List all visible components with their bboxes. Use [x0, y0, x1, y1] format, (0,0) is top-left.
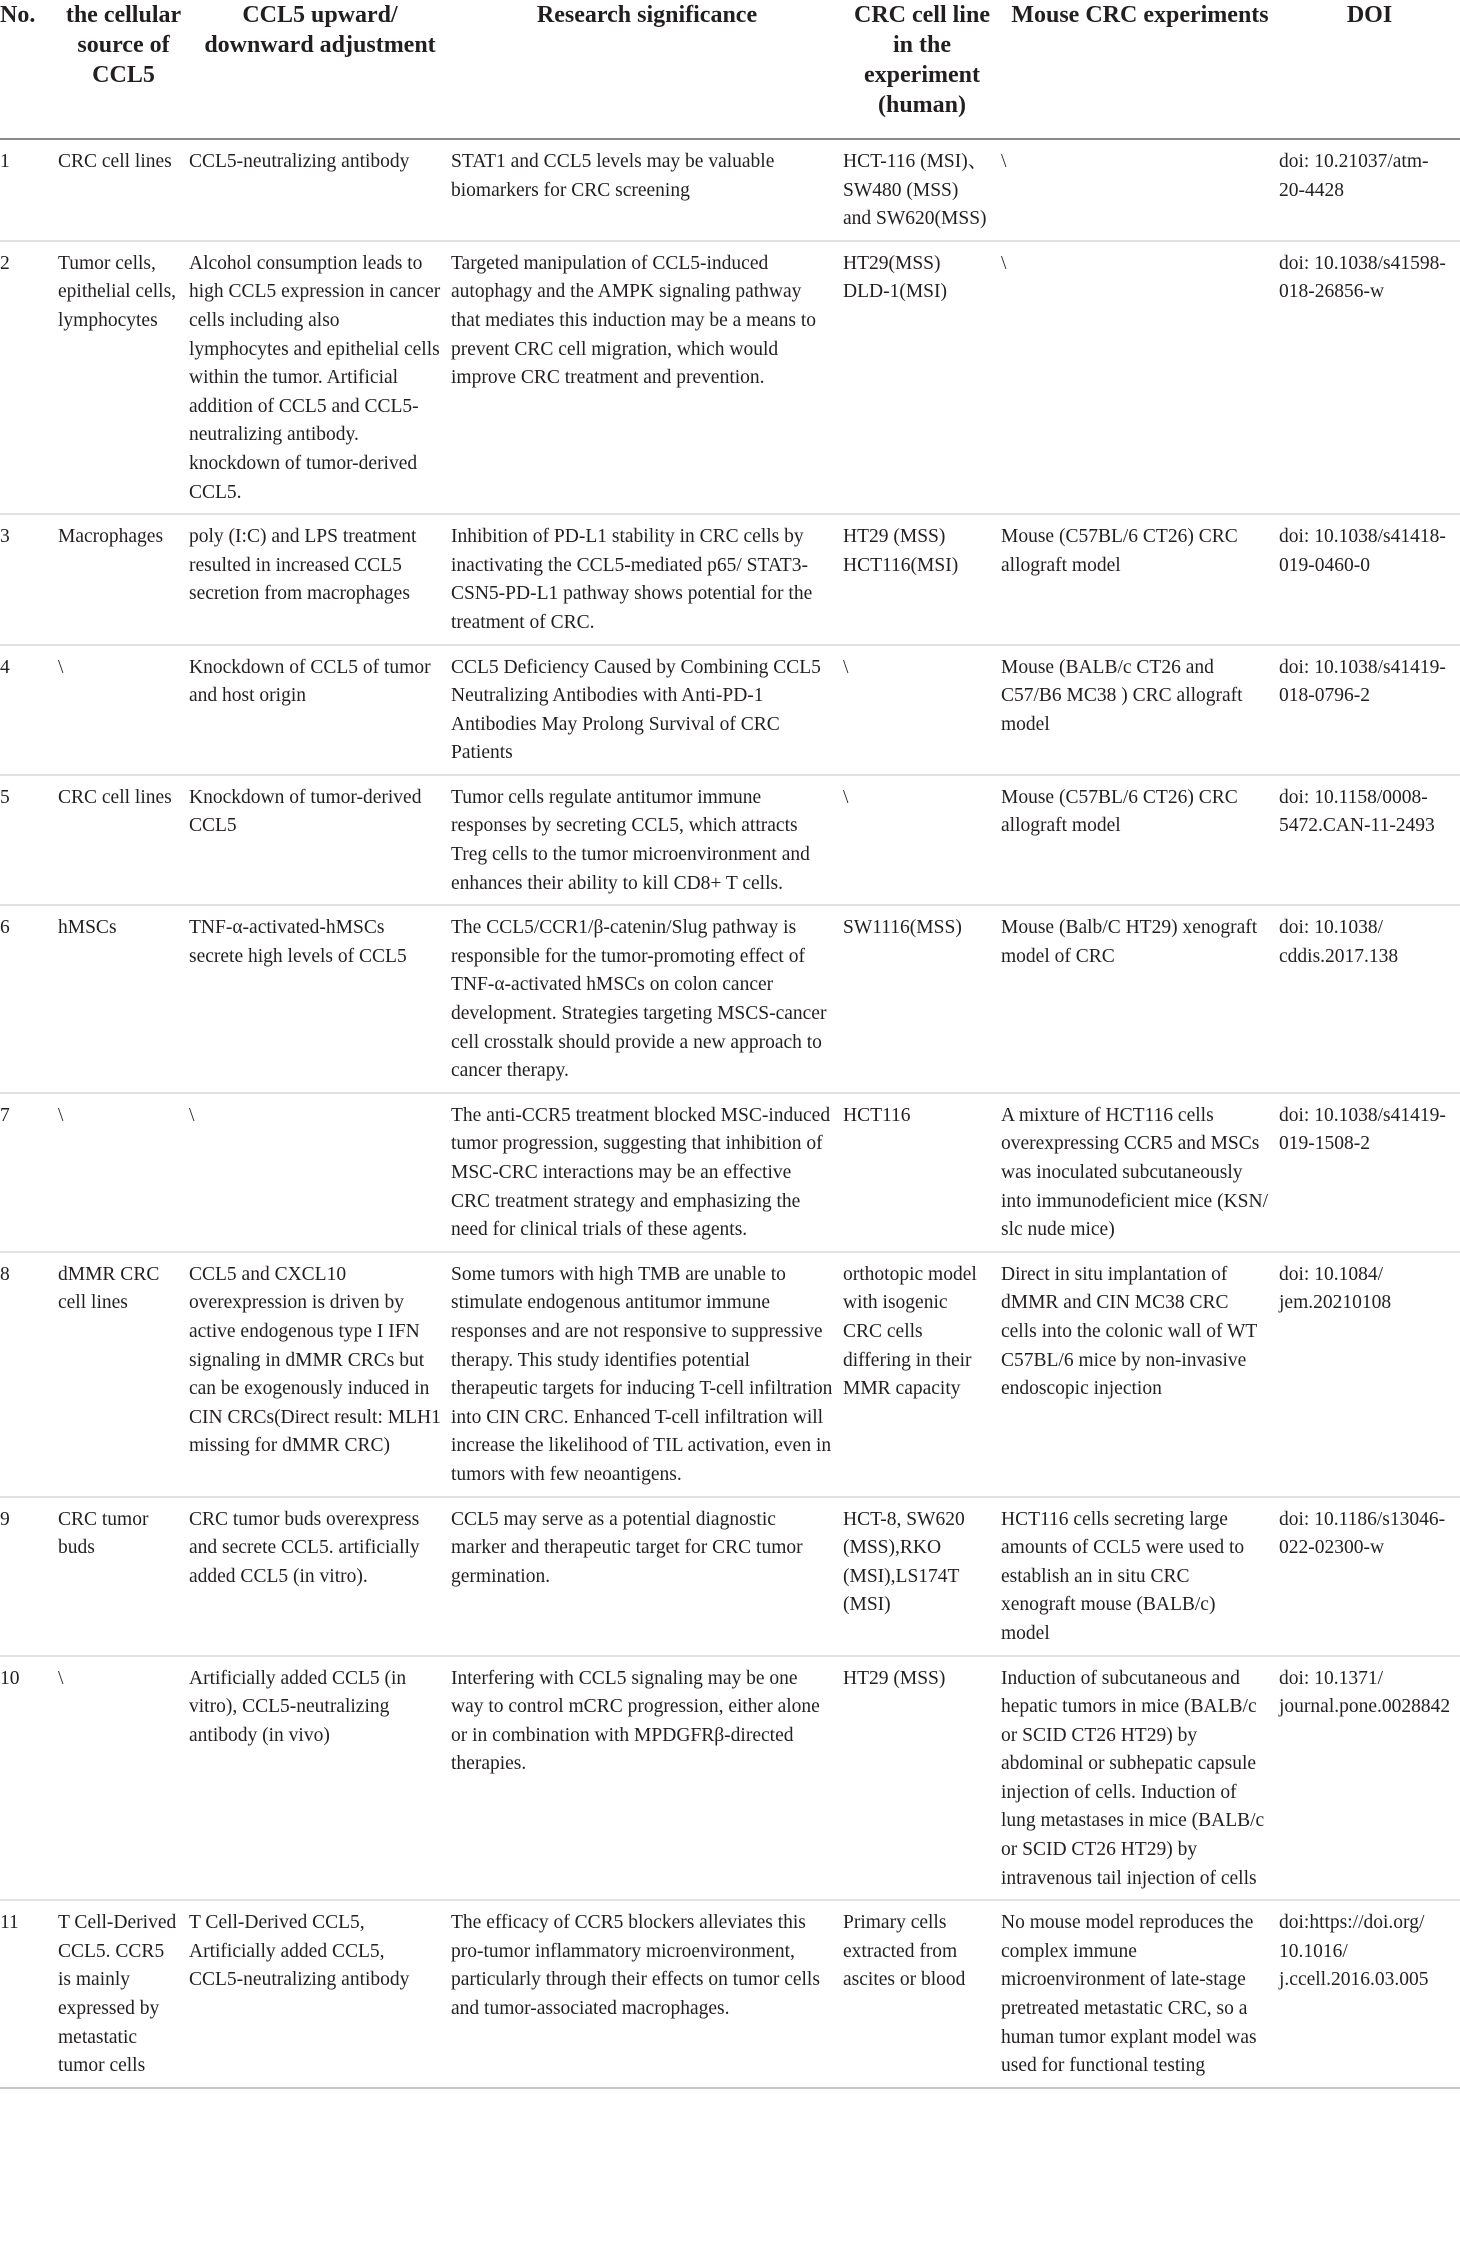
table-row — [0, 139, 1460, 241]
cell-doi: doi: 10.21037/atm-20-4428 — [1279, 139, 1460, 241]
cell-ccl5-adjustment: Knockdown of tumor-derived CCL5 — [189, 775, 451, 905]
cell-research-significance: The CCL5/CCR1/β-catenin/Slug pathway is responsible for the tumor-promoting effect of TNF-α-activated hMSCs on colon cancer development. Strategies targeting MSCS-cancer cell crosstalk should provide a new approach to cancer therapy. — [451, 905, 843, 1093]
cell-cellular-source: Macrophages — [58, 514, 189, 644]
table-row — [0, 1900, 1460, 2088]
cell-cellular-source: T Cell-Derived CCL5. CCR5 is mainly expressed by metastatic tumor cells — [58, 1900, 189, 2088]
cell-ccl5-adjustment: T Cell-Derived CCL5, Artificially added CCL5, CCL5-neutralizing antibody — [189, 1900, 451, 2088]
cell-cellular-source: \ — [58, 645, 189, 775]
cell-no: 8 — [0, 1252, 58, 1497]
header-no: No. — [0, 0, 58, 139]
cell-crc-cell-line: HCT-116 (MSI)、SW480 (MSS) and SW620(MSS) — [843, 139, 1001, 241]
cell-no: 10 — [0, 1656, 58, 1901]
cell-no: 2 — [0, 241, 58, 514]
cell-research-significance: Inhibition of PD-L1 stability in CRC cells by inactivating the CCL5-mediated p65/ STAT3-CSN5-PD-L1 pathway shows potential for the treatment of CRC. — [451, 514, 843, 644]
table-row — [0, 1497, 1460, 1656]
cell-doi: doi: 10.1038/s41419-019-1508-2 — [1279, 1093, 1460, 1252]
cell-no: 6 — [0, 905, 58, 1093]
cell-mouse-experiments: HCT116 cells secreting large amounts of CCL5 were used to establish an in situ CRC xenograft mouse (BALB/c) model — [1001, 1497, 1279, 1656]
cell-ccl5-adjustment: CCL5 and CXCL10 overexpression is driven by active endogenous type I IFN signaling in dMMR CRCs but can be exogenously induced in CIN CRCs(Direct result: MLH1 missing for dMMR CRC) — [189, 1252, 451, 1497]
cell-research-significance: CCL5 Deficiency Caused by Combining CCL5 Neutralizing Antibodies with Anti-PD-1 Antibodies May Prolong Survival of CRC Patients — [451, 645, 843, 775]
table-row — [0, 1252, 1460, 1497]
cell-research-significance: Interfering with CCL5 signaling may be one way to control mCRC progression, either alone or in combination with MPDGFRβ-directed therapies. — [451, 1656, 843, 1901]
cell-research-significance: The efficacy of CCR5 blockers alleviates this pro-tumor inflammatory microenvironment, particularly through their effects on tumor cells and tumor-associated macrophages. — [451, 1900, 843, 2088]
cell-crc-cell-line: HCT116 — [843, 1093, 1001, 1252]
cell-crc-cell-line: \ — [843, 645, 1001, 775]
cell-cellular-source: hMSCs — [58, 905, 189, 1093]
header-ccl5-adjustment: CCL5 upward/ downward adjustment — [189, 0, 451, 139]
cell-crc-cell-line: Primary cells extracted from ascites or blood — [843, 1900, 1001, 2088]
cell-doi: doi: 10.1158/0008-5472.CAN-11-2493 — [1279, 775, 1460, 905]
cell-ccl5-adjustment: Alcohol consumption leads to high CCL5 expression in cancer cells including also lymphocytes and epithelial cells within the tumor. Artificial addition of CCL5 and CCL5-neutralizing antibody. knockdown of tumor-derived CCL5. — [189, 241, 451, 514]
cell-research-significance: CCL5 may serve as a potential diagnostic marker and therapeutic target for CRC tumor germination. — [451, 1497, 843, 1656]
cell-ccl5-adjustment: Artificially added CCL5 (in vitro), CCL5-neutralizing antibody (in vivo) — [189, 1656, 451, 1901]
table-row — [0, 514, 1460, 644]
cell-no: 3 — [0, 514, 58, 644]
cell-research-significance: Tumor cells regulate antitumor immune responses by secreting CCL5, which attracts Treg cells to the tumor microenvironment and enhances their ability to kill CD8+ T cells. — [451, 775, 843, 905]
cell-cellular-source: CRC cell lines — [58, 775, 189, 905]
table-row — [0, 1093, 1460, 1252]
cell-no: 4 — [0, 645, 58, 775]
cell-mouse-experiments: Mouse (BALB/c CT26 and C57/B6 MC38 ) CRC allograft model — [1001, 645, 1279, 775]
cell-doi: doi: 10.1186/s13046-022-02300-w — [1279, 1497, 1460, 1656]
cell-mouse-experiments: Mouse (Balb/C HT29) xenograft model of CRC — [1001, 905, 1279, 1093]
table-row — [0, 1656, 1460, 1901]
cell-no: 11 — [0, 1900, 58, 2088]
cell-doi: doi: 10.1038/s41418-019-0460-0 — [1279, 514, 1460, 644]
cell-mouse-experiments: A mixture of HCT116 cells overexpressing CCR5 and MSCs was inoculated subcutaneously into immunodeficient mice (KSN/ slc nude mice) — [1001, 1093, 1279, 1252]
cell-no: 1 — [0, 139, 58, 241]
cell-ccl5-adjustment: Knockdown of CCL5 of tumor and host origin — [189, 645, 451, 775]
header-crc-cell-line: CRC cell line in the experiment (human) — [843, 0, 1001, 139]
cell-crc-cell-line: HCT-8, SW620 (MSS),RKO (MSI),LS174T (MSI) — [843, 1497, 1001, 1656]
cell-mouse-experiments: Mouse (C57BL/6 CT26) CRC allograft model — [1001, 775, 1279, 905]
cell-no: 7 — [0, 1093, 58, 1252]
cell-doi: doi: 10.1084/ jem.20210108 — [1279, 1252, 1460, 1497]
cell-cellular-source: dMMR CRC cell lines — [58, 1252, 189, 1497]
cell-crc-cell-line: HT29 (MSS) HCT116(MSI) — [843, 514, 1001, 644]
cell-cellular-source: \ — [58, 1656, 189, 1901]
header-mouse-experiments: Mouse CRC experiments — [1001, 0, 1279, 139]
table-body — [0, 139, 1460, 2088]
cell-no: 9 — [0, 1497, 58, 1656]
cell-cellular-source: \ — [58, 1093, 189, 1252]
cell-ccl5-adjustment: TNF-α-activated-hMSCs secrete high levels of CCL5 — [189, 905, 451, 1093]
cell-research-significance: Some tumors with high TMB are unable to stimulate endogenous antitumor immune responses and are not responsive to suppressive therapy. This study identifies potential therapeutic targets for inducing T-cell infiltration into CIN CRC. Enhanced T-cell infiltration will increase the likelihood of TIL activation, even in tumors with few neoantigens. — [451, 1252, 843, 1497]
cell-crc-cell-line: \ — [843, 775, 1001, 905]
cell-crc-cell-line: orthotopic model with isogenic CRC cells differing in their MMR capacity — [843, 1252, 1001, 1497]
table-row — [0, 905, 1460, 1093]
header-row — [0, 0, 1460, 139]
header-doi: DOI — [1279, 0, 1460, 139]
cell-ccl5-adjustment: \ — [189, 1093, 451, 1252]
table-row — [0, 645, 1460, 775]
cell-ccl5-adjustment: CCL5-neutralizing antibody — [189, 139, 451, 241]
cell-mouse-experiments: Direct in situ implantation of dMMR and CIN MC38 CRC cells into the colonic wall of WT C57BL/6 mice by non-invasive endoscopic injection — [1001, 1252, 1279, 1497]
cell-research-significance: The anti-CCR5 treatment blocked MSC-induced tumor progression, suggesting that inhibition of MSC-CRC interactions may be an effective CRC treatment strategy and emphasizing the need for clinical trials of these agents. — [451, 1093, 843, 1252]
cell-cellular-source: Tumor cells, epithelial cells, lymphocytes — [58, 241, 189, 514]
cell-research-significance: STAT1 and CCL5 levels may be valuable biomarkers for CRC screening — [451, 139, 843, 241]
cell-cellular-source: CRC cell lines — [58, 139, 189, 241]
cell-no: 5 — [0, 775, 58, 905]
cell-ccl5-adjustment: poly (I:C) and LPS treatment resulted in increased CCL5 secretion from macrophages — [189, 514, 451, 644]
header-research-significance: Research significance — [451, 0, 843, 139]
cell-cellular-source: CRC tumor buds — [58, 1497, 189, 1656]
table-row — [0, 241, 1460, 514]
table-row — [0, 775, 1460, 905]
header-cellular-source: the cellular source of CCL5 — [58, 0, 189, 139]
cell-doi: doi: 10.1038/s41419-018-0796-2 — [1279, 645, 1460, 775]
cell-doi: doi:https://doi.org/ 10.1016/ j.ccell.2016.03.005 — [1279, 1900, 1460, 2088]
cell-research-significance: Targeted manipulation of CCL5-induced autophagy and the AMPK signaling pathway that mediates this induction may be a means to prevent CRC cell migration, which would improve CRC treatment and prevention. — [451, 241, 843, 514]
cell-doi: doi: 10.1038/ cddis.2017.138 — [1279, 905, 1460, 1093]
cell-ccl5-adjustment: CRC tumor buds overexpress and secrete CCL5. artificially added CCL5 (in vitro). — [189, 1497, 451, 1656]
cell-mouse-experiments: No mouse model reproduces the complex immune microenvironment of late-stage pretreated metastatic CRC, so a human tumor explant model was used for functional testing — [1001, 1900, 1279, 2088]
cell-crc-cell-line: SW1116(MSS) — [843, 905, 1001, 1093]
cell-doi: doi: 10.1038/s41598-018-26856-w — [1279, 241, 1460, 514]
cell-doi: doi: 10.1371/ journal.pone.0028842 — [1279, 1656, 1460, 1901]
table-header — [0, 0, 1460, 139]
cell-crc-cell-line: HT29(MSS) DLD-1(MSI) — [843, 241, 1001, 514]
cell-mouse-experiments: Mouse (C57BL/6 CT26) CRC allograft model — [1001, 514, 1279, 644]
cell-mouse-experiments: \ — [1001, 139, 1279, 241]
cell-mouse-experiments: Induction of subcutaneous and hepatic tumors in mice (BALB/c or SCID CT26 HT29) by abdominal or subhepatic capsule injection of cells. Induction of lung metastases in mice (BALB/c or SCID CT26 HT29) by intravenous tail injection of cells — [1001, 1656, 1279, 1901]
cell-mouse-experiments: \ — [1001, 241, 1279, 514]
cell-crc-cell-line: HT29 (MSS) — [843, 1656, 1001, 1901]
